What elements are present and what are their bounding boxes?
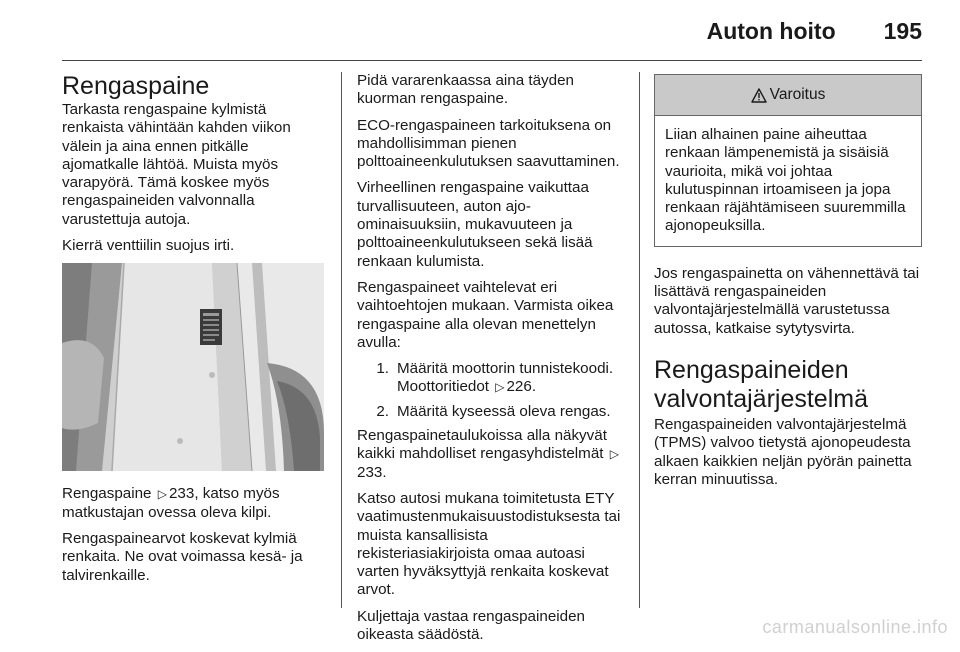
paragraph: Virheellinen rengaspaine vaikuttaa turvallisuuteen, auton ajo-ominaisuuksiin, mukavuuteen ja polttoaineenkulutukseen sekä lisää renkaan kulumista. <box>357 179 593 270</box>
paragraph: Kierrä venttiilin suojus irti. <box>62 237 235 255</box>
paragraph: ECO-rengaspaineen tarkoituksena on mahdollisimman pienen polttoaineenkulutuksen saavuttaminen. <box>357 116 620 171</box>
procedure-list <box>357 360 623 421</box>
warning-body <box>655 116 921 246</box>
door-illustration-svg <box>62 263 324 471</box>
paragraph: Rengaspainearvot koskevat kylmiä renkaita. Ne ovat voimassa kesä- ja talvirenkaille. <box>62 529 303 584</box>
triangle-right-icon: ▷ <box>157 487 167 502</box>
column-1 <box>62 72 324 593</box>
paragraph: Tarkasta rengaspaine kylmistä renkaista vähintään kahden viikon välein ja aina ennen pitkälle ajomatkalle lähtöä. Muista myös varapyörä. Tämä koskee myös rengaspaineiden valvonnalla varustettuja autoja. <box>62 101 291 228</box>
page-number: 195 <box>883 18 922 44</box>
section-heading-tpms: Rengaspaineiden valvontajärjestelmä <box>654 355 868 413</box>
column-3 <box>654 72 922 497</box>
page-reference-link[interactable]: 233 <box>168 485 195 503</box>
column-divider-1 <box>341 72 342 608</box>
paragraph: Katso autosi mukana toimitetusta ETY vaatimustenmukaisuustodistuksesta tai muista kansallisista rekisteriasiakirjoista omaa autoasi varten hyväksyttyjä renkaita koskevat arvot. <box>357 489 621 599</box>
warning-text: Liian alhainen paine aiheuttaa renkaan lämpenemistä ja sisäisiä vaurioita, mikä voi johtaa kulutuspinnan irtoamiseen ja jopa renkaan räjähtämiseen suuremmilla ajonopeuksilla. <box>665 126 906 235</box>
column-divider-2 <box>639 72 640 608</box>
page-reference-link[interactable]: 233. <box>357 463 387 481</box>
paragraph: Rengaspaineiden valvontajärjestelmä (TPMS) valvoo tietystä ajonopeudesta alkaen kaikkien neljän pyörän painetta kerran minuutissa. <box>654 415 912 488</box>
warning-title: Varoitus <box>769 85 826 103</box>
triangle-right-icon: ▷ <box>495 380 505 395</box>
list-item: 2. Määritä kyseessä oleva rengas. <box>376 402 611 420</box>
triangle-right-icon: ▷ <box>609 447 619 462</box>
section-title: Auton hoito <box>706 18 836 44</box>
paragraph: Kuljettaja vastaa rengaspaineiden oikeasta säädöstä. <box>357 607 585 644</box>
warning-triangle-icon <box>751 88 767 103</box>
watermark: carmanualsonline.info <box>762 617 948 637</box>
paragraph: Rengaspaineet vaihtelevat eri vaihtoehtojen mukaan. Varmista oikea rengaspaine alla olevan menettelyn avulla: <box>357 278 614 351</box>
paragraph: Rengaspainetaulukoissa alla näkyvät kaikki mahdolliset rengasyhdistelmät ▷233. <box>357 427 619 481</box>
header-rule <box>62 60 922 61</box>
paragraph: Pidä vararenkaassa aina täyden kuorman rengaspaine. <box>357 72 574 108</box>
figure-caption: Rengaspaine ▷ 233, katso myös matkustajan ovessa oleva kilpi. <box>62 485 280 521</box>
list-item: 1. Määritä moottorin tunnistekoodi. Moottoritiedot ▷ 226. <box>376 360 614 396</box>
column-2 <box>357 72 623 652</box>
page-reference-link[interactable]: 226. <box>506 378 537 396</box>
door-pillar-tire-label-illustration <box>62 263 324 471</box>
paragraph: Jos rengaspainetta on vähennettävä tai lisättävä rengaspaineiden valvontajärjestelmällä varustetussa autossa, katkaise sytytysvirta. <box>654 264 920 337</box>
warning-header <box>655 75 921 116</box>
running-header <box>0 18 922 45</box>
warning-box <box>654 74 922 247</box>
section-heading-tire-pressure: Rengaspaine <box>62 72 210 100</box>
